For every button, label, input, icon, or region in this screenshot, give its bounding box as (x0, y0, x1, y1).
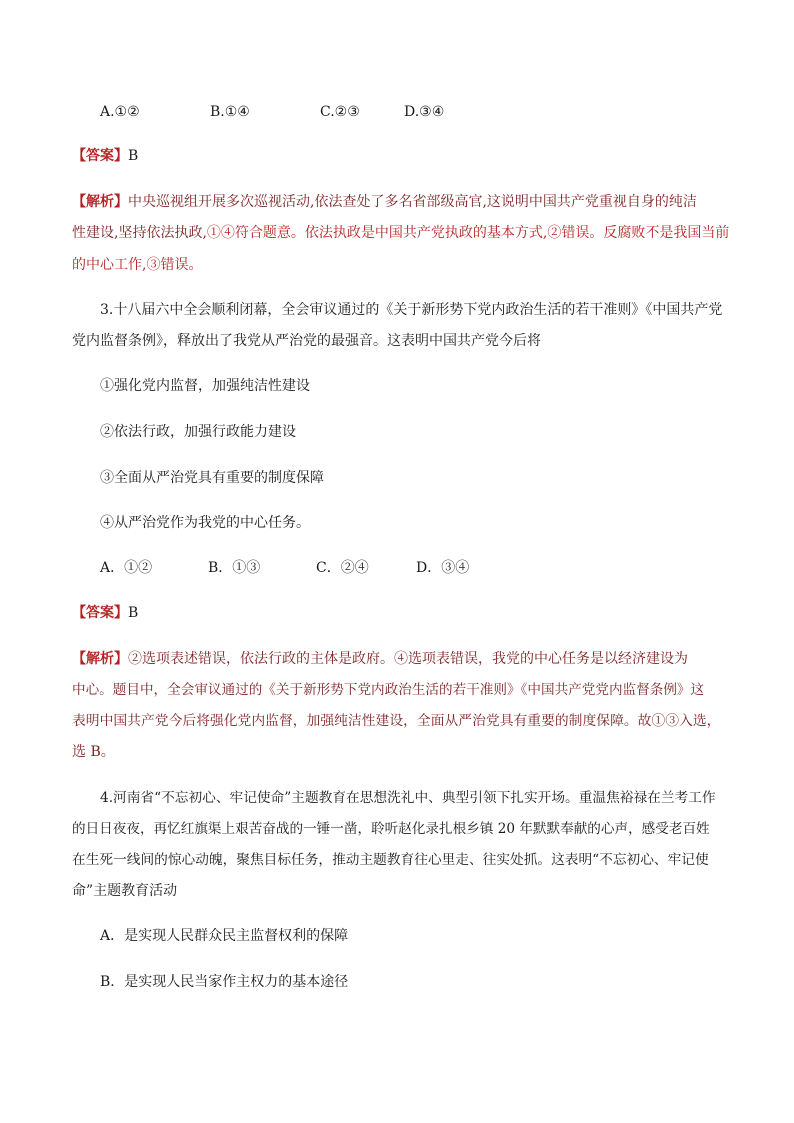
q2-answer-tag: 【答案】 (72, 148, 128, 164)
q4-stem-line1: 4.河南省“不忘初心、牢记使命”主题教育在思想洗礼中、典型引领下扎实开场。重温焦裕禄在兰考工作 (100, 790, 716, 806)
q2-answer-value: B (128, 148, 139, 164)
q3-options (100, 558, 469, 578)
q2-option-a: A.①② (100, 104, 140, 120)
q3-option-b: B．①③ (208, 560, 261, 576)
q2-analysis-line1 (72, 192, 697, 212)
q2-option-d: D.③④ (404, 104, 445, 120)
q3-answer-value: B (128, 605, 139, 621)
q3-item-2: ②依法行政，加强行政能力建设 (100, 424, 296, 440)
q3-stem-line1: 3.十八届六中全会顺利闭幕，全会审议通过的《关于新形势下党内政治生活的若干准则》《中国共产党 (100, 302, 723, 318)
q2-analysis-text3: 的中心工作,③错误。 (72, 257, 203, 273)
q4-stem-line2: 的日日夜夜，再忆红旗渠上艰苦奋战的一锤一凿，聆听赵化录扎根乡镇 20 年默默奉献的心声，感受老百姓 (72, 821, 710, 837)
q2-analysis-tag: 【解析】 (72, 194, 128, 210)
q3-item-3: ③全面从严治党具有重要的制度保障 (100, 470, 324, 486)
q3-analysis-text1: ②选项表述错误，依法行政的主体是政府。④选项表错误，我党的中心任务是以经济建设为 (128, 651, 688, 667)
q3-option-c: C．②④ (316, 560, 369, 576)
q2-option-c: C.②③ (320, 104, 360, 120)
q3-item-4: ④从严治党作为我党的中心任务。 (100, 515, 310, 531)
q3-analysis-line1 (72, 649, 688, 669)
q2-analysis-line2 (72, 223, 729, 243)
q4-option-b: B．是实现人民当家作主权力的基本途径 (100, 974, 349, 990)
q3-analysis-line3: 表明中国共产党今后将强化党内监督，加强纯洁性建设，全面从严治党具有重要的制度保障。故①③入选， (72, 713, 721, 729)
q2-answer (72, 146, 138, 166)
q3-stem-line2: 党内监督条例》，释放出了我党从严治党的最强音。这表明中国共产党今后将 (72, 333, 541, 349)
q4-stem-line4: 命”主题教育活动 (72, 883, 178, 899)
q2-option-b: B.①④ (210, 104, 250, 120)
q3-analysis-line2: 中心。题目中，全会审议通过的《关于新形势下党内政治生活的若干准则》《中国共产党党内监督条例》这 (72, 682, 705, 698)
q3-analysis-tag: 【解析】 (72, 651, 128, 667)
q2-options (100, 102, 444, 122)
q2-analysis-line3 (72, 255, 202, 275)
q3-answer (72, 603, 138, 623)
q2-analysis-text2a: 性建设,坚持依法执政, (72, 225, 207, 241)
q3-option-d: D．③④ (416, 560, 470, 576)
q2-analysis-text1: 中央巡视组开展多次巡视活动,依法查处了多名省部级高官,这说明中国共产党重视自身的纯洁 (128, 194, 697, 210)
q3-analysis-line4: 选 B。 (72, 744, 115, 760)
q3-answer-tag: 【答案】 (72, 605, 128, 621)
q4-stem-line3: 在生死一线间的惊心动魄，聚焦目标任务，推动主题教育往心里走、往实处抓。这表明“不忘初心、牢记使 (72, 852, 709, 868)
q4-option-a: A．是实现人民群众民主监督权利的保障 (100, 928, 349, 944)
q3-option-a: A．①② (100, 560, 153, 576)
q2-analysis-text2b: ①④符合题意。依法执政是中国共产党执政的基本方式,②错误。反腐败不是我国当前 (206, 225, 730, 241)
q3-item-1: ①强化党内监督，加强纯洁性建设 (100, 378, 310, 394)
